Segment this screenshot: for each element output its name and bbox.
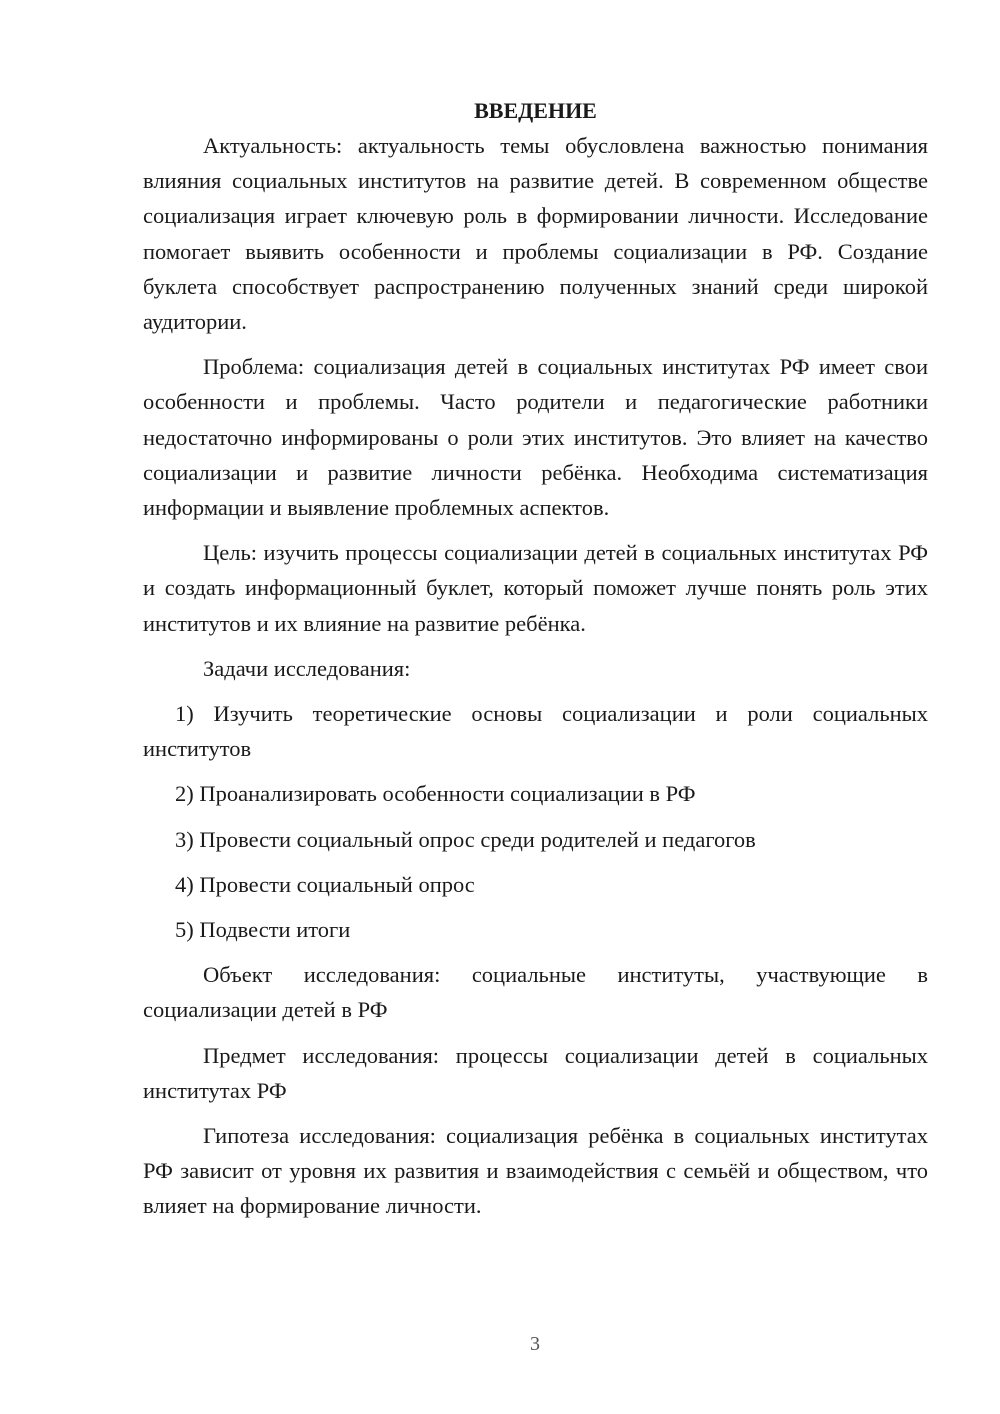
task-item-5: 5) Подвести итоги <box>175 917 351 943</box>
task-item-3: 3) Провести социальный опрос среди родителей и педагогов <box>175 826 756 852</box>
paragraph-goal: Цель: изучить процессы социализации детей в социальных институтах РФ и создать информационный буклет, который поможет лучше понять роль этих институтов и их влияние на развитие ребёнка. <box>143 540 928 636</box>
paragraph-relevance: Актуальность: актуальность темы обусловлена важностью понимания влияния социальных институтов на развитие детей. В современном обществе социализация играет ключевую роль в формировании личности. Исследование помогает выявить особенности и проблемы социализации в РФ. Создание буклета способствует распространению полученных знаний среди широкой аудитории. <box>143 133 928 335</box>
section-heading: ВВЕДЕНИЕ <box>474 98 597 123</box>
task-item-2: 2) Проанализировать особенности социализации в РФ <box>175 781 696 807</box>
task-item-1: 1) Изучить теоретические основы социализации и роли социальных институтов <box>143 701 928 762</box>
paragraph-object: Объект исследования: социальные институты, участвующие в социализации детей в РФ <box>143 962 928 1023</box>
paragraph-problem: Проблема: социализация детей в социальных институтах РФ имеет свои особенности и проблемы. Часто родители и педагогические работники недостаточно информированы о роли этих институтов. Это влияет на качество социализации и развитие личности ребёнка. Необходима систематизация информации и выявление проблемных аспектов. <box>143 354 928 521</box>
paragraph-subject: Предмет исследования: процессы социализации детей в социальных институтах РФ <box>143 1042 928 1103</box>
task-item-4: 4) Провести социальный опрос <box>175 871 475 897</box>
paragraph-tasks-intro: Задачи исследования: <box>203 655 411 681</box>
page-number: 3 <box>530 1333 540 1355</box>
paragraph-hypothesis: Гипотеза исследования: социализация ребёнка в социальных институтах РФ зависит от уровня их развития и взаимодействия с семьёй и обществом, что влияет на формирование личности. <box>143 1123 928 1219</box>
page-content <box>143 93 928 1234</box>
